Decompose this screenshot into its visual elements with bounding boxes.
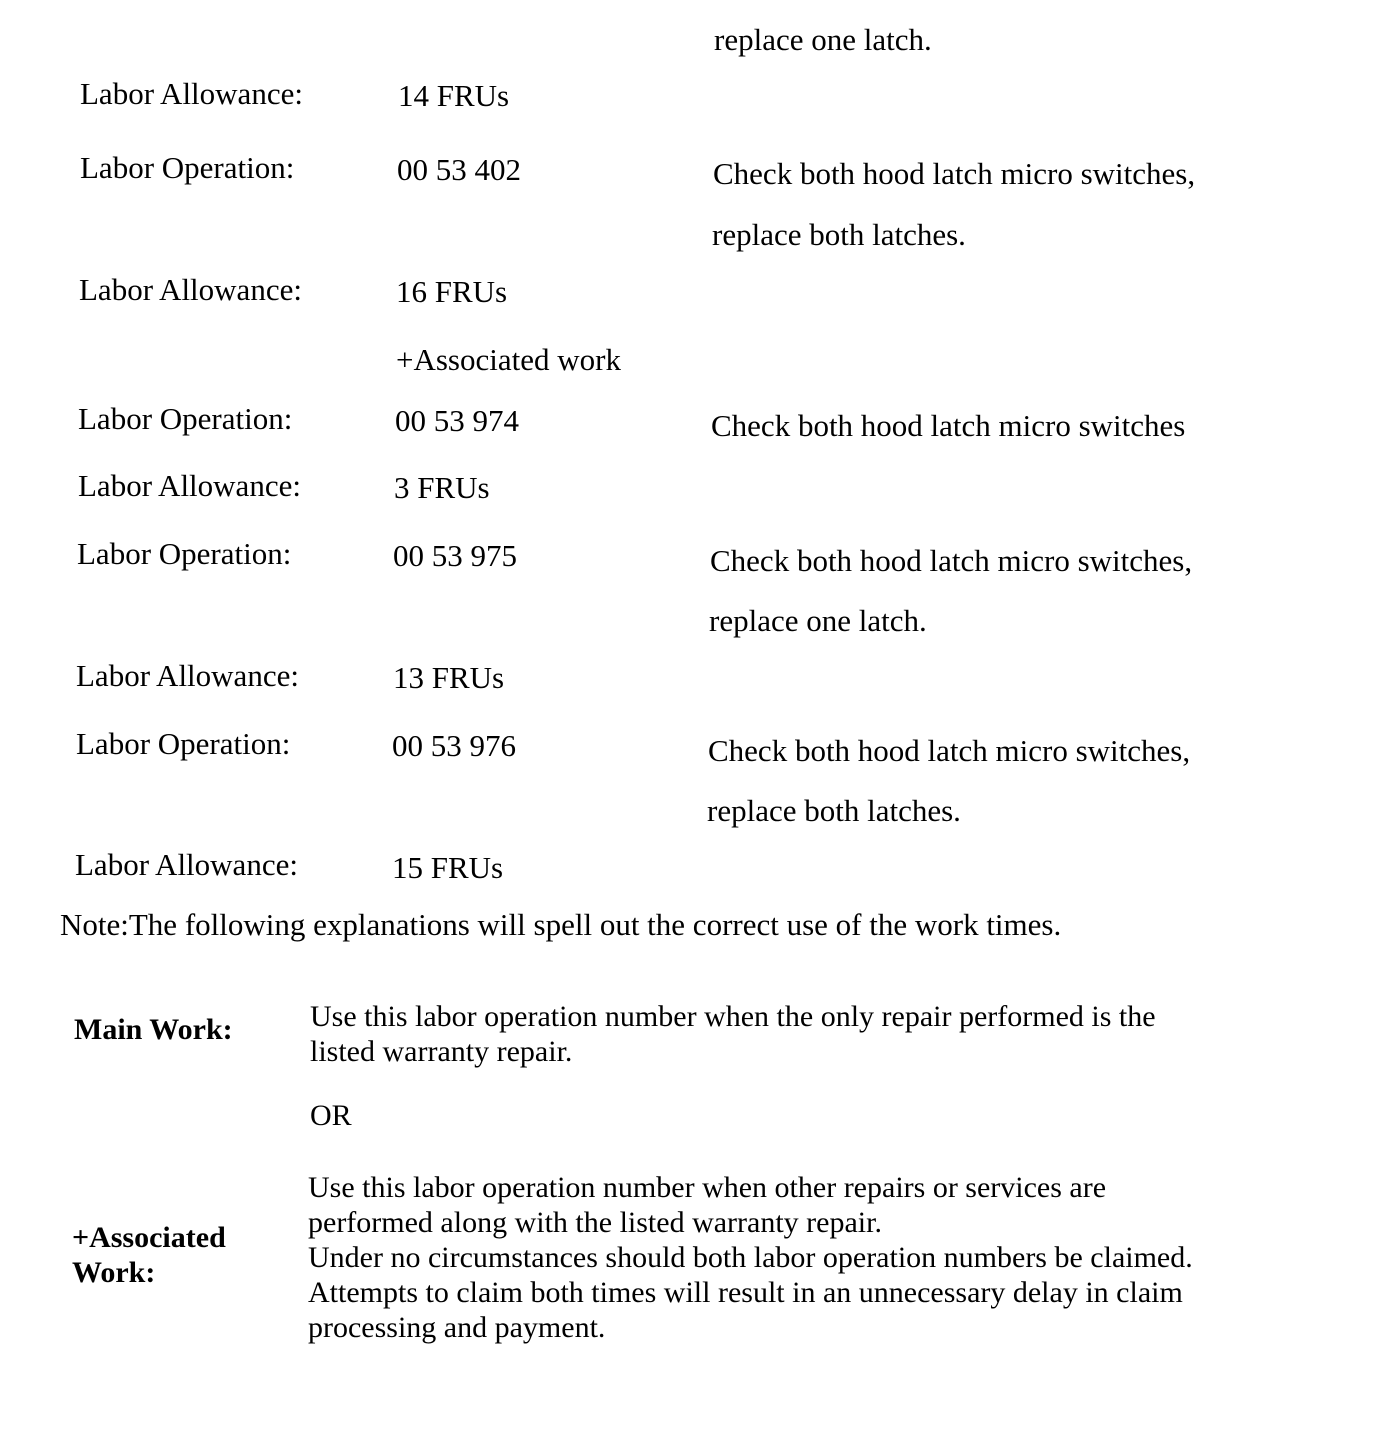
main-work-definition <box>310 999 1156 1069</box>
or-separator: OR <box>310 1099 352 1132</box>
associated-work-definition <box>308 1170 1193 1345</box>
labor-operation-description: Check both hood latch micro switches, <box>708 733 1191 768</box>
labor-allowance-label: Labor Allowance: <box>78 468 301 503</box>
labor-operation-description: Check both hood latch micro switches <box>711 408 1186 443</box>
labor-operation-description: Check both hood latch micro switches, <box>713 156 1196 191</box>
labor-allowance-label: Labor Allowance: <box>80 76 303 111</box>
definition-line: Use this labor operation number when the only repair performed is the <box>310 1000 1156 1033</box>
labor-allowance-label: Labor Allowance: <box>76 658 299 693</box>
labor-allowance-value: 13 FRUs <box>393 660 505 695</box>
definition-line: Use this labor operation number when other repairs or services are <box>308 1171 1107 1204</box>
labor-operation-number: 00 53 402 <box>397 152 521 187</box>
label-line: +Associated <box>72 1221 226 1254</box>
definition-line: Attempts to claim both times will result in an unnecessary delay in claim <box>308 1276 1183 1309</box>
labor-operation-description: replace one latch. <box>709 603 927 638</box>
main-work-label: Main Work: <box>74 1013 233 1046</box>
labor-operation-label: Labor Operation: <box>80 150 295 185</box>
definition-line: processing and payment. <box>308 1311 606 1344</box>
definition-line: performed along with the listed warranty repair. <box>308 1206 882 1239</box>
labor-operation-label: Labor Operation: <box>76 726 291 761</box>
labor-operation-number: 00 53 976 <box>392 728 516 763</box>
labor-operation-label: Labor Operation: <box>77 536 292 571</box>
labor-allowance-value: 14 FRUs <box>398 78 510 113</box>
labor-operation-description: replace both latches. <box>707 793 961 828</box>
labor-operation-number: 00 53 975 <box>393 538 517 573</box>
labor-allowance-value: 3 FRUs <box>394 470 490 505</box>
labor-allowance-label: Labor Allowance: <box>79 272 302 307</box>
labor-operation-label: Labor Operation: <box>78 401 293 436</box>
associated-work-note: +Associated work <box>396 342 621 377</box>
label-line: Work: <box>72 1256 156 1289</box>
labor-operation-description: Check both hood latch micro switches, <box>710 543 1193 578</box>
labor-allowance-value: 16 FRUs <box>396 274 508 309</box>
note-text: Note:The following explanations will spell out the correct use of the work times. <box>60 907 1062 942</box>
labor-operation-description: replace both latches. <box>712 217 966 252</box>
description-line: replace one latch. <box>714 22 932 57</box>
definition-line: Under no circumstances should both labor operation numbers be claimed. <box>308 1241 1193 1274</box>
definition-line: listed warranty repair. <box>310 1035 573 1068</box>
labor-allowance-label: Labor Allowance: <box>75 847 298 882</box>
labor-allowance-value: 15 FRUs <box>392 850 504 885</box>
labor-operation-number: 00 53 974 <box>395 403 519 438</box>
associated-work-label <box>72 1220 226 1290</box>
